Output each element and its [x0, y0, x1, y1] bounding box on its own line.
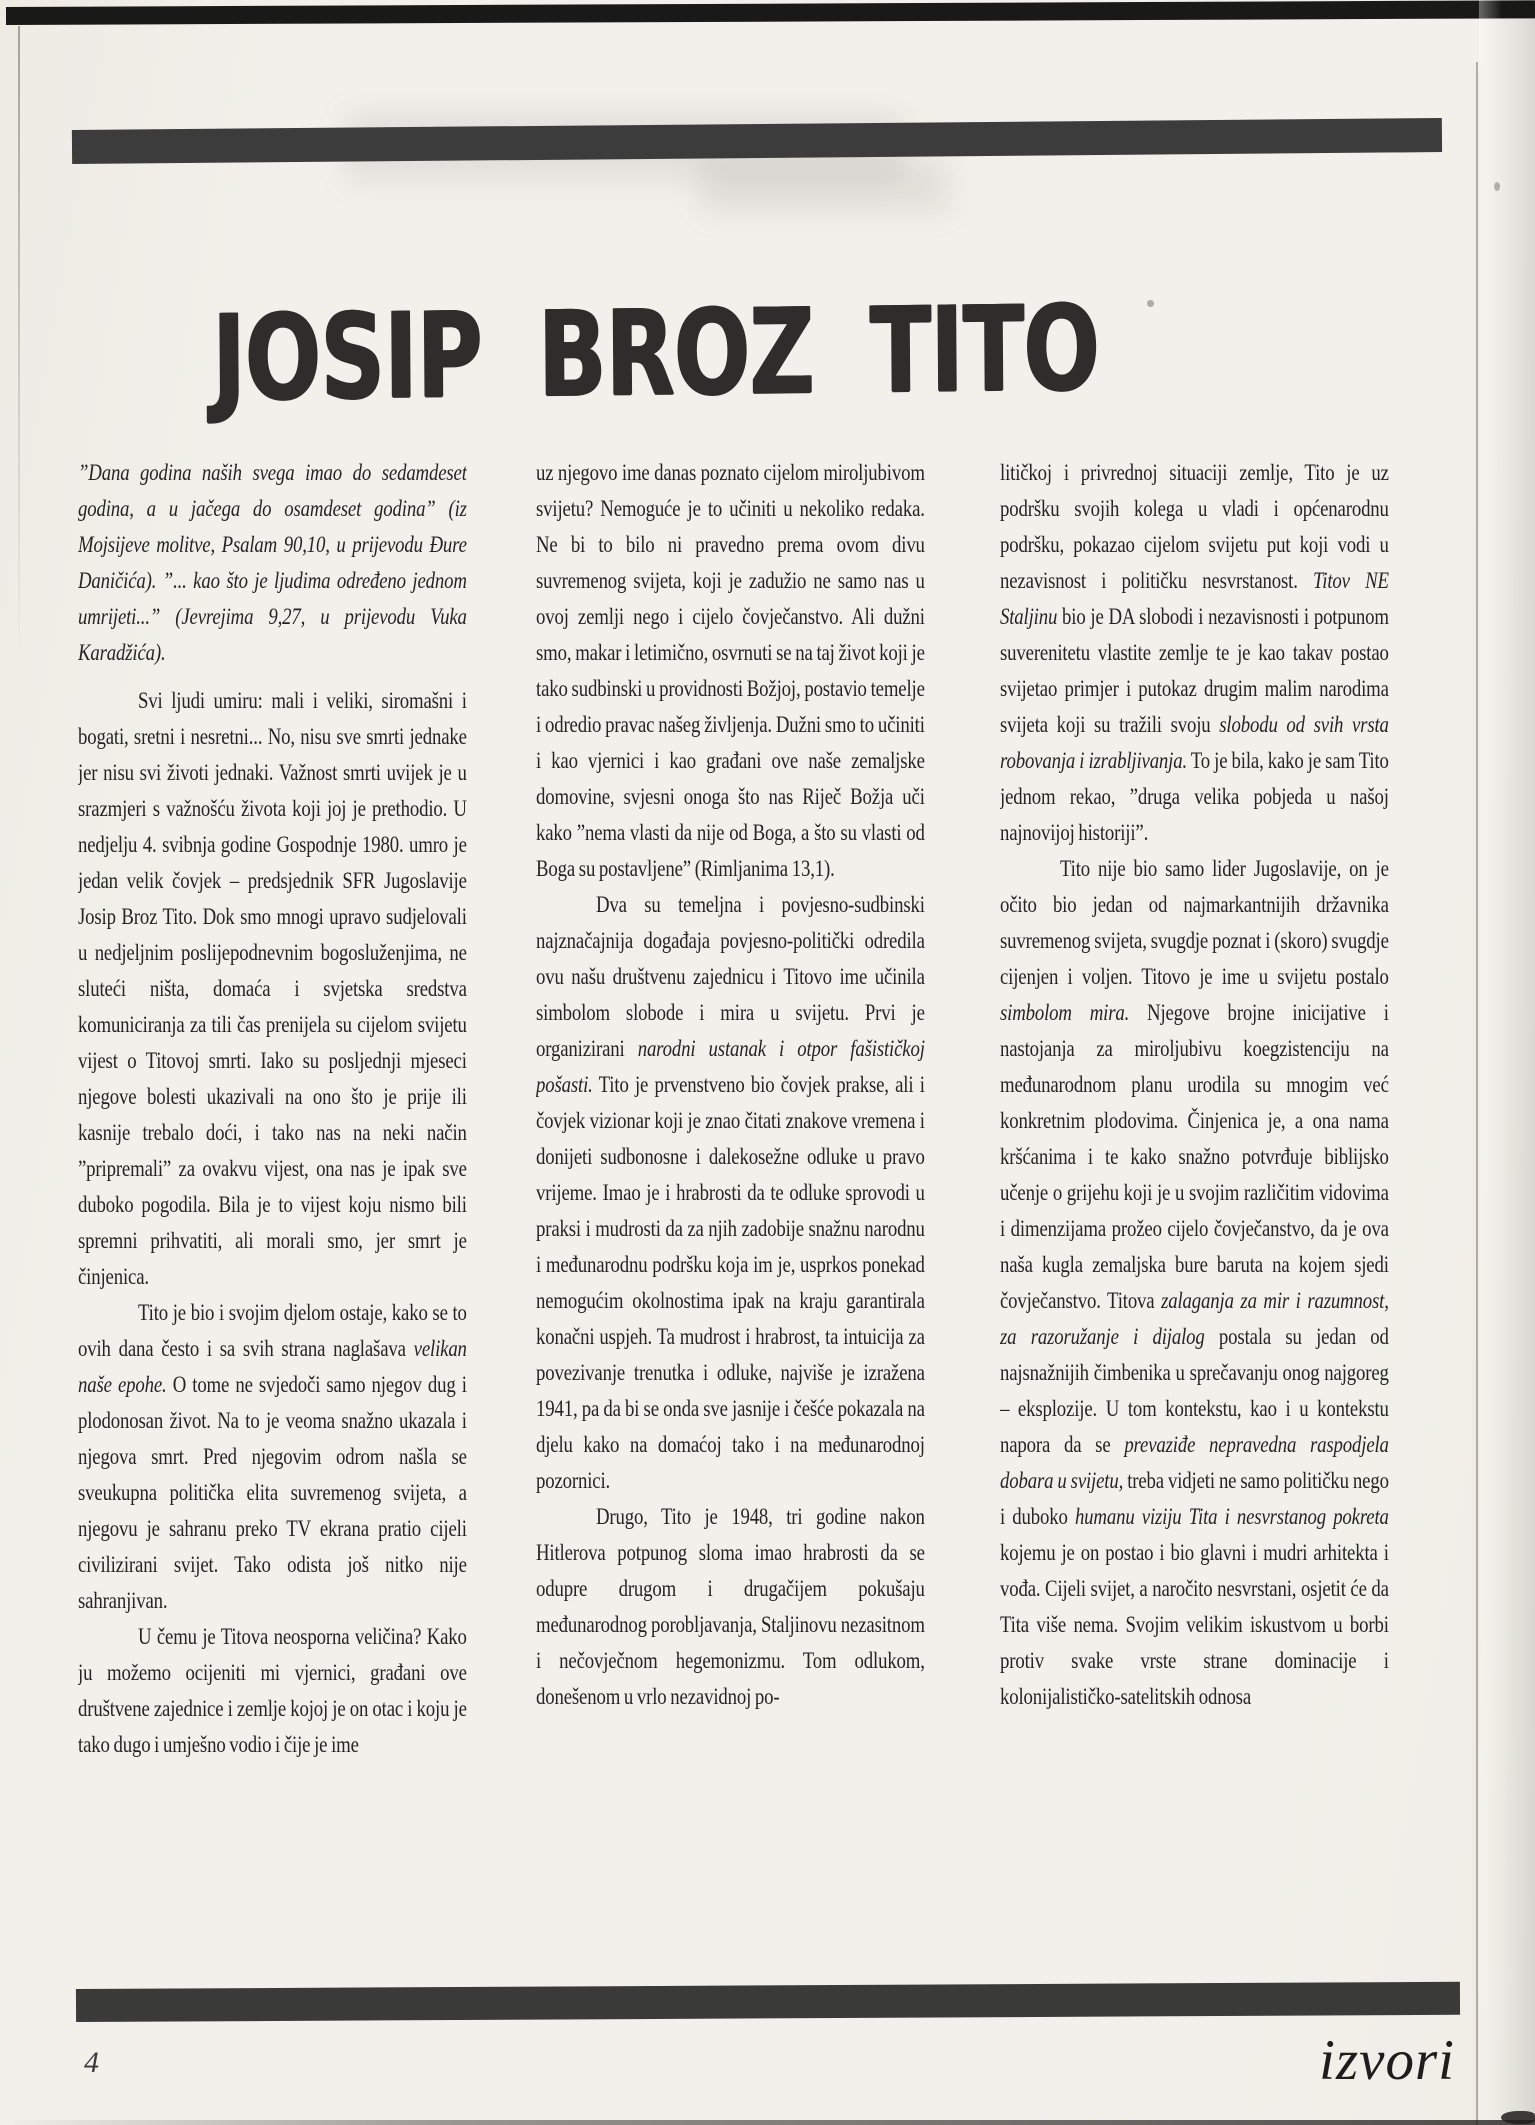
header-rule: [72, 118, 1442, 164]
ink-bleedthrough-smudge: [700, 158, 950, 213]
paragraph: litičkoj i privrednoj situaciji zemlje, Tito je uz podršku svojih kolega u vladi i općenarodnu podršku, pokazao cijelom svijetu put koji vodi u nezavisnost i političku nesvrstanost. Titov NE Staljinu bio je DA slobodi i nezavisnosti i potpunom suverenitetu vlastite zemlje te je kao takav postao svijetao primjer i putokaz drugim malim narodima svijeta koji su tražili svoju slobodu od svih vrsta robovanja i izrabljivanja. To je bila, kako je sam Tito jednom rekao, ”druga velika pobjeda u našoj najnovijoj historiji”.: [1000, 460, 1389, 846]
page-title: JOSIP BROZ TITO: [211, 278, 1100, 428]
paragraph: U čemu je Titova neosporna veličina? Kako ju možemo ocijeniti mi vjernici, građani ove društvene zajednice i zemlje kojoj je on otac i koju je tako dugo i umješno vodio i čije je ime: [78, 1624, 467, 1758]
text-column-3: [1000, 455, 1389, 1985]
paragraph: Dva su temeljna i povjesno-sudbinski najznačajnija događaja povjesno-politički odredila ovu našu društvenu zajednicu i Titovo ime učinila simbolom slobode i mira u svijetu. Prvi je organizirani narodni ustanak i otpor fašističkoj pošasti. Tito je prvenstveno bio čovjek prakse, ali i čovjek vizionar koji je znao čitati znakove vremena i donijeti sudbonosne i dalekosežne odluke u pravo vrijeme. Imao je i hrabrosti da te odluke sprovodi u praksi i mudrosti da za njih zadobije snažnu narodnu i međunarodnu podršku koja im je, usprkos ponekad nemogućim okolnostima ipak na kraju garantirala konačni uspjeh. Ta mudrost i hrabrost, ta intuicija za povezivanje trenutka i odluke, najviše je izražena 1941, pa da bi se onda sve jasnije i češće pokazala na djelu kako na domaćoj tako i na međunarodnoj pozornici.: [536, 892, 925, 1494]
corner-shadow: [1501, 2111, 1535, 2124]
page-number: 4: [84, 2046, 99, 2079]
paragraph: uz njegovo ime danas poznato cijelom miroljubivom svijetu? Nemoguće je to učiniti u nekoliko redaka. Ne bi to bilo ni pravedno prema ovom divu suvremenog svijeta, koji je zadužio ne samo nas u ovoj zemlji nego i cijelo čovječanstvo. Ali dužni smo, makar i letimično, osvrnuti se na taj život koji je tako sudbinski u providnosti Božjoj, postavio temelje i odredio pravac našeg življenja. Dužni smo to učiniti i kao vjernici i kao građani ove naše zemaljske domovine, svjesni onoga što nas Riječ Božja uči kako ”nema vlasti da nije od Boga, a što su vlasti od Boga su postavljene” (Rimljanima 13,1).: [536, 460, 925, 882]
spine-shadow-line: [18, 26, 20, 666]
page-crease: [1476, 62, 1478, 2125]
text-column-1: [78, 455, 467, 1985]
magazine-logo: izvori: [1319, 2029, 1455, 2092]
scan-top-edge-bar: [6, 0, 1535, 25]
scan-fleck: [1147, 300, 1154, 307]
paragraph: Svi ljudi umiru: mali i veliki, siromašni i bogati, sretni i nesretni... No, nisu sve smrti jednake jer nisu svi životi jednaki. Važnost smrti uvijek je u srazmjeri s važnošću života koji joj je prethodio. U nedjelju 4. svibnja godine Gospodnje 1980. umro je jedan velik čovjek – predsjednik SFR Jugoslavije Josip Broz Tito. Dok smo mnogi upravo sudjelovali u nedjeljnim poslijepodnevnim bogosluženjima, ne sluteći ništa, domaća i svjetska sredstva komuniciranja za tili čas prenijela su cijelom svijetu vijest o Titovoj smrti. Iako su posljednji mjeseci njegove bolesti ukazivali na ono što je prije ili kasnije trebalo doći, i tako nas na neki način ”pripremali” za ovakvu vijest, ona nas je ipak sve duboko pogodila. Bila je to vijest koju nismo bili spremni prihvatiti, ali morali smo, jer smrt je činjenica.: [78, 688, 467, 1290]
paragraph: Drugo, Tito je 1948, tri godine nakon Hitlerova potpunog sloma imao hrabrosti da se odupre drugom i drugačijem pokušaju međunarodnog porobljavanja, Staljinovu nezasitnom i nečovječnom hegemonizmu. Tom odlukom, donešenom u vrlo nezavidnoj po-: [536, 1504, 925, 1710]
epigraph: ”Dana godina naših svega imao do sedamdeset godina, a u jačega do osamdeset godina” (iz Mojsijeve molitve, Psalam 90,10, u prijevodu Đure Daničića). ”... kao što je ljudima određeno jednom umrijeti...” (Jevrejima 9,27, u prijevodu Vuka Karadžića).: [78, 460, 467, 666]
page-edge-strip: [1479, 0, 1535, 2125]
scan-bottom-edge: [0, 2120, 1535, 2125]
footer-rule: [76, 1982, 1460, 2022]
paragraph: Tito je bio i svojim djelom ostaje, kako se to ovih dana često i sa svih strana naglašava velikan naše epohe. O tome ne svjedoči samo njegov dug i plodonosan život. Na to je veoma snažno ukazala i njegova smrt. Pred njegovim odrom našla se sveukupna politička elita suvremenog svijeta, a njegovu je sahranu preko TV ekrana pratio cijeli civilizirani svijet. Tako odista još nitko nije sahranjivan.: [78, 1300, 467, 1614]
paragraph: Tito nije bio samo lider Jugoslavije, on je očito bio jedan od najmarkantnijih državnika suvremenog svijeta, svugdje poznat i (skoro) svugdje cijenjen i voljen. Titovo je ime u svijetu postalo simbolom mira. Njegove brojne inicijative i nastojanja za miroljubivu koegzistenciju na međunarodnom planu urodila su mnogim već konkretnim plodovima. Činjenica je, a ona nama kršćanima i te kako snažno potvrđuje biblijsko učenje o grijehu koji je u svojim različitim vidovima i dimenzijama prožeo cijelo čovječanstvo, da je ova naša kugla zemaljska bure baruta na kojem sjedi čovječanstvo. Titova zalaganja za mir i razumnost, za razoružanje i dijalog postala su jedan od najsnažnijih čimbenika u sprečavanju onog najgoreg – eksplozije. U tom kontekstu, kao i u kontekstu napora da se prevaziđe nepravedna raspodjela dobara u svijetu, treba vidjeti ne samo političku nego i duboko humanu viziju Tita i nesvrstanog pokreta kojemu je on postao i bio glavni i mudri arhitekta i vođa. Cijeli svijet, a naročito nesvrstani, osjetit će da Tita više nema. Svojim velikim iskustvom u borbi protiv svake vrste strane dominacije i kolonijalističko-satelitskih odnosa: [1000, 856, 1389, 1710]
text-column-2: [536, 455, 925, 1985]
